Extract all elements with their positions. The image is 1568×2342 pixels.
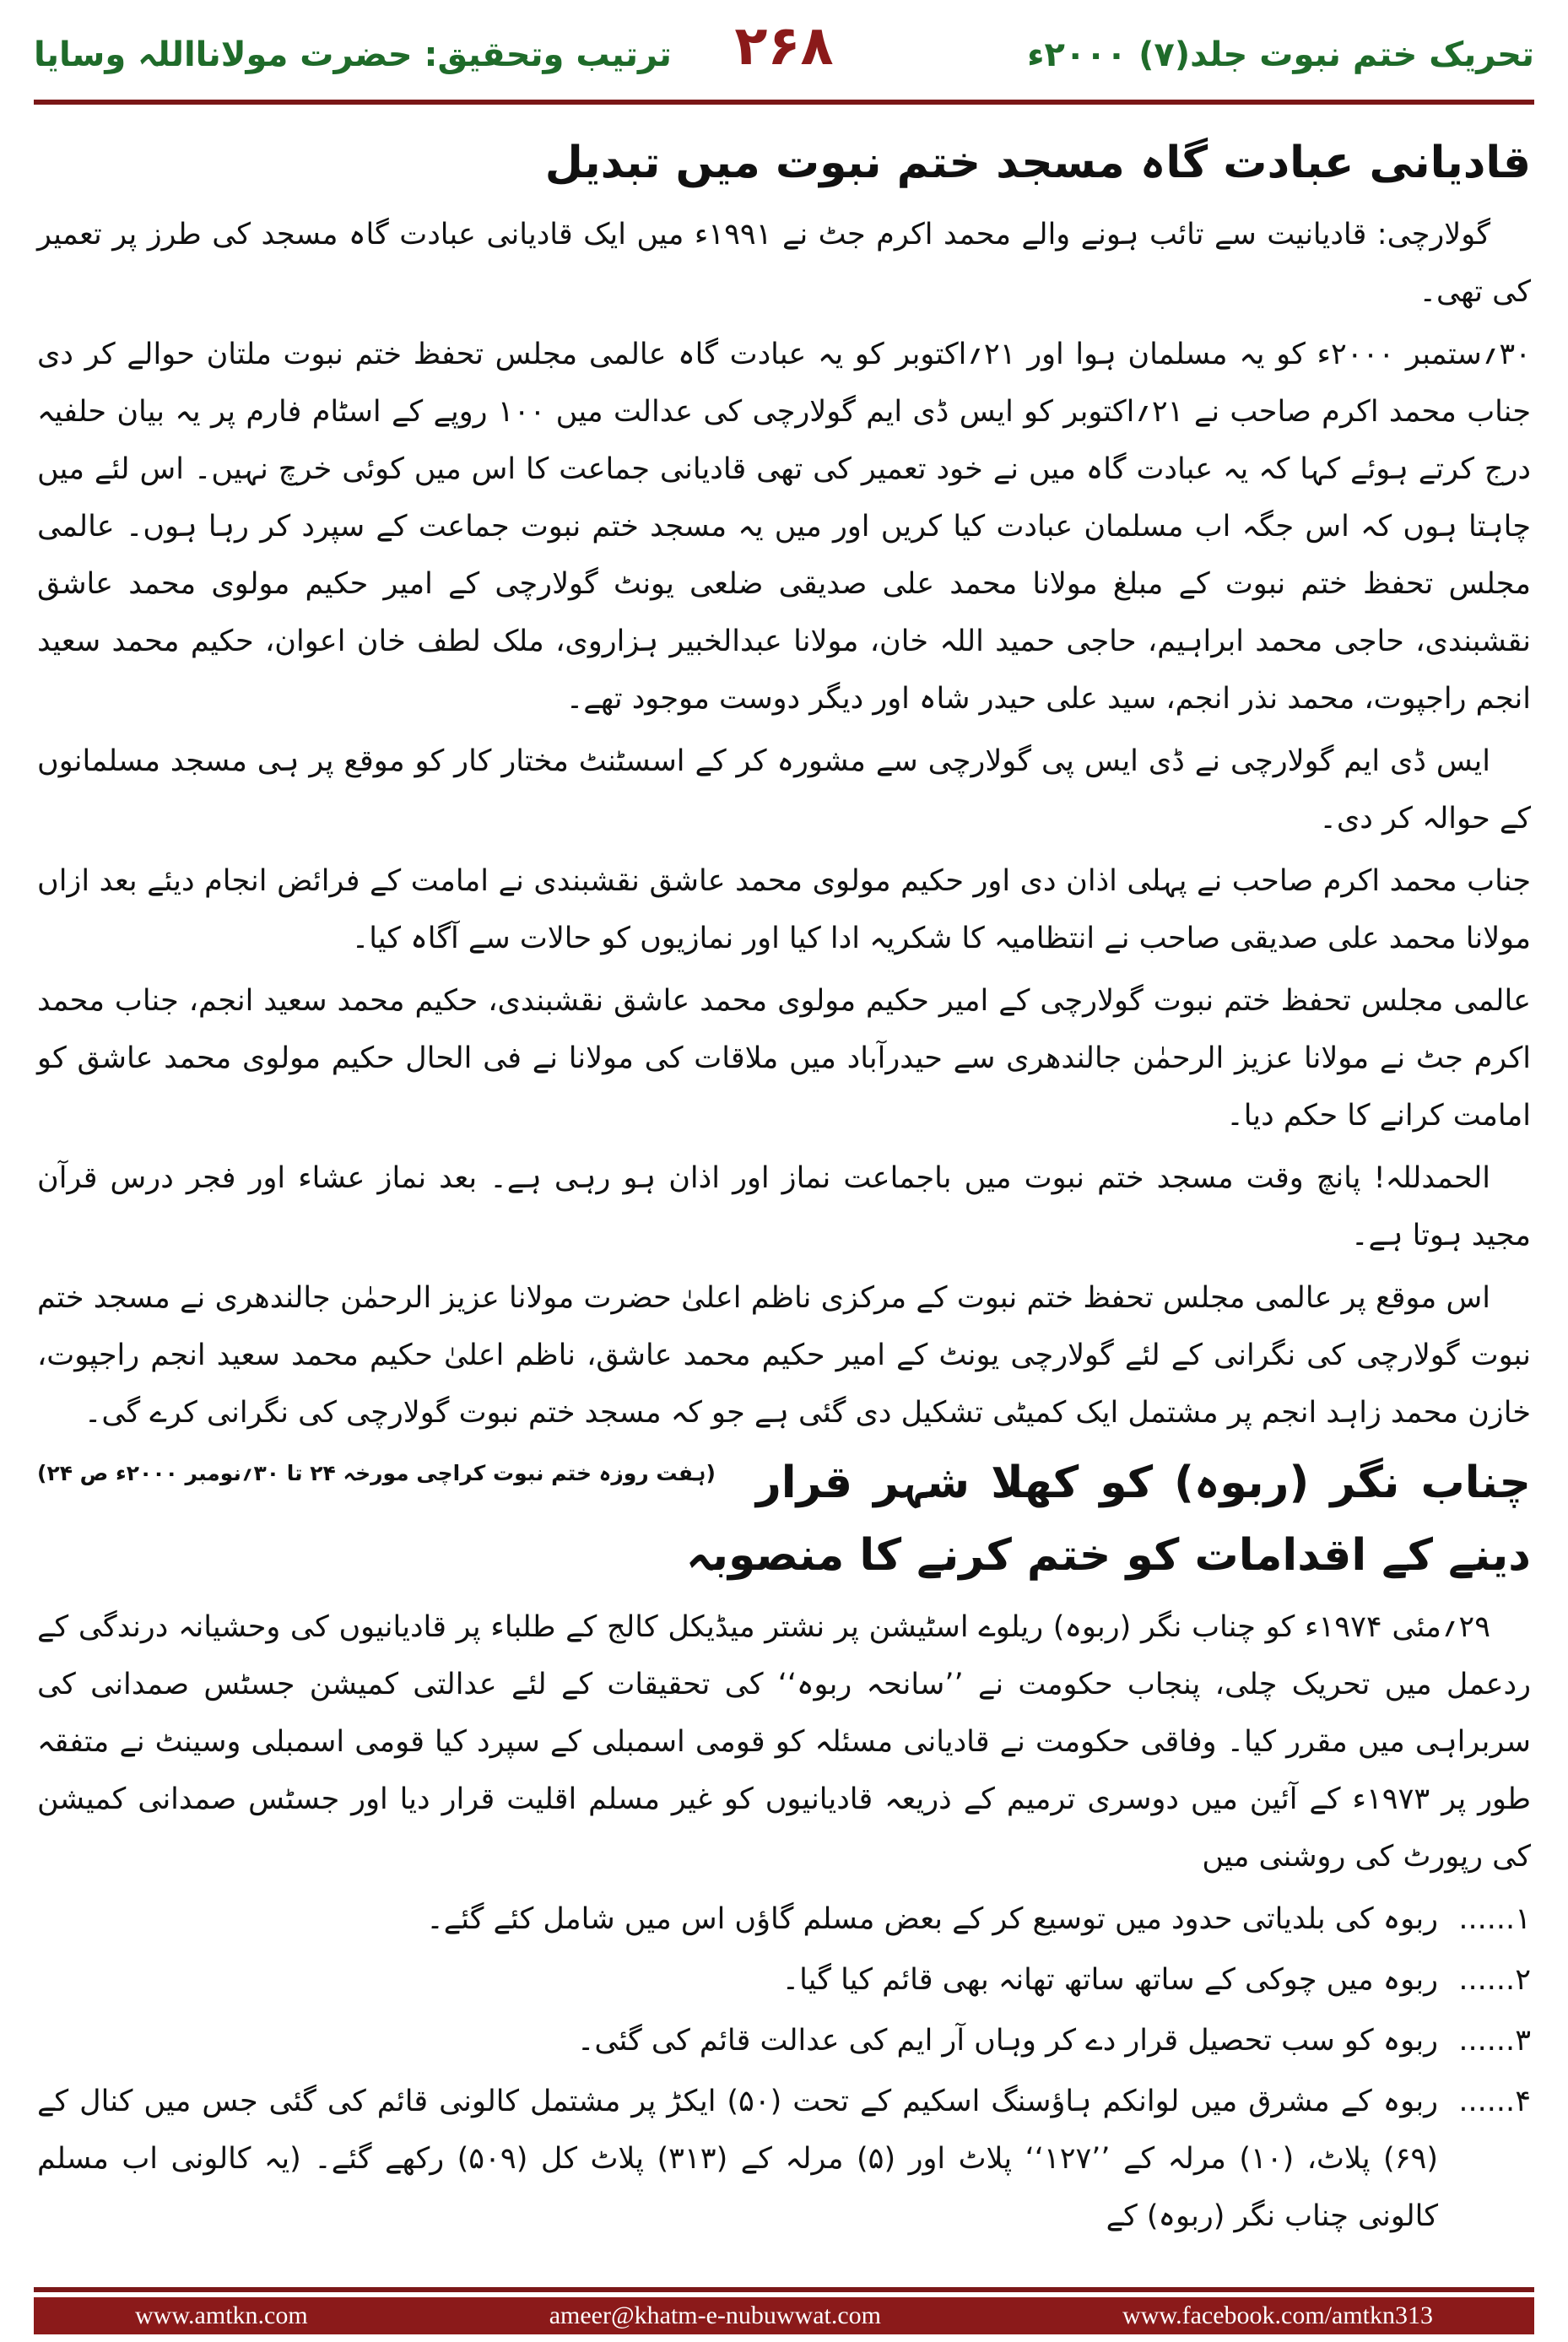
list-text: ربوہ میں چوکی کے ساتھ ساتھ تھانہ بھی قائم کیا گیا۔ xyxy=(781,1963,1438,1997)
list-text: ربوہ کو سب تحصیل قرار دے کر وہاں آر ایم کی عدالت قائم کی گئی۔ xyxy=(576,2024,1438,2058)
compiler-credit: ترتیب وتحقیق: حضرت مولانااللہ وسایا xyxy=(34,35,672,74)
paragraph: ۲۹؍مئی ۱۹۷۴ء کو چناب نگر (ربوہ) ریلوے اسٹیشن پر نشتر میڈیکل کالج کے طلباء پر قادیانیوں کی وحشیانہ درندگی کے ردعمل میں تحریک چلی، پنجاب حکومت نے ’’سانحہ ربوہ‘‘ کی تحقیقات کے لئے عدالتی کمیشن جسٹس صمدانی کی سربراہی میں مقرر کیا۔ وفاقی حکومت نے قادیانی مسئلہ کو قومی اسمبلی کے سپرد کیا قومی اسمبلی وسینٹ نے متفقہ طور پر ۱۹۷۳ء کے آئین میں دوسری ترمیم کے ذریعہ قادیانیوں کو غیر مسلم اقلیت قرار دیا اور جسٹس صمدانی کمیشن کی رپورٹ کی روشنی میں xyxy=(37,1610,1531,1874)
section-heading-2: چناب نگر (ربوہ) کو کھلا شہر قرار دینے کے اقدامات کو ختم کرنے کا منصوبہ xyxy=(686,1458,1531,1581)
header-divider xyxy=(34,100,1534,105)
page-footer xyxy=(0,2279,1568,2342)
citation: (ہفت روزہ ختم نبوت کراچی مورخہ ۲۴ تا ۳۰؍نومبر ۲۰۰۰ء ص ۲۴) xyxy=(37,1461,716,1485)
paragraph: ایس ڈی ایم گولارچی نے ڈی ایس پی گولارچی سے مشورہ کر کے اسسٹنٹ مختار کار کو موقع پر ہی مسجد مسلمانوں کے حوالہ کر دی۔ xyxy=(37,744,1531,836)
paragraph: گولارچی: قادیانیت سے تائب ہونے والے محمد اکرم جٹ نے ۱۹۹۱ء میں ایک قادیانی عبادت گاہ مسجد کی طرز پر تعمیر کی تھی۔ xyxy=(37,218,1531,309)
paragraph: جناب محمد اکرم صاحب نے پہلی اذان دی اور حکیم مولوی محمد عاشق نقشبندی نے امامت کے فرائض انجام دیئے بعد ازاں مولانا محمد علی صدیقی صاحب نے انتظامیہ کا شکریہ ادا کیا اور نمازیوں کو حالات سے آگاہ کیا۔ xyxy=(37,864,1531,955)
list-item xyxy=(37,1890,1531,1948)
page-header xyxy=(0,0,1568,108)
paragraph-text: اس موقع پر عالمی مجلس تحفظ ختم نبوت کے مرکزی ناظم اعلیٰ حضرت مولانا عزیز الرحمٰن جالندھری نے مسجد ختم نبوت گولارچی کی نگرانی کے لئے گولارچی یونٹ کے امیر حکیم محمد عاشق، ناظم اعلیٰ حکیم محمد سعید انجم راجپوت، خازن محمد زاہد انجم پر مشتمل ایک کمیٹی تشکیل دی گئی ہے جو کہ مسجد ختم نبوت گولارچی کی نگرانی کرے گی۔ xyxy=(37,1281,1531,1430)
paragraph: ۳۰؍ستمبر ۲۰۰۰ء کو یہ مسلمان ہوا اور ۲۱؍اکتوبر کو یہ عبادت گاہ عالمی مجلس تحفظ ختم نبوت ملتان حوالے کر دی جناب محمد اکرم صاحب نے ۲۱؍اکتوبر کو ایس ڈی ایم گولارچی کی عدالت میں ۱۰۰ روپے کے اسٹام فارم پر یہ بیان حلفیہ درج کرتے ہوئے کہا کہ یہ عبادت گاہ میں نے خود تعمیر کی تھی قادیانی جماعت کا اس میں کوئی خرچ نہیں۔ اس لئے میں چاہتا ہوں کہ اس جگہ اب مسلمان عبادت کیا کریں اور میں یہ مسجد ختم نبوت جماعت کے سپرد کر رہا ہوں۔ عالمی مجلس تحفظ ختم نبوت کے مبلغ مولانا محمد علی صدیقی ضلعی یونٹ گولارچی کے امیر حکیم مولوی محمد عاشق نقشبندی، حاجی محمد ابراہیم، حاجی حمید اللہ خان، مولانا عبدالخبیر ہزاروی، ملک لطف خان اعوان، حکیم محمد سعید انجم راجپوت، محمد نذر انجم، سید علی حیدر شاہ اور دیگر دوست موجود تھے۔ xyxy=(37,338,1532,716)
list-number: ۲...... xyxy=(1458,1963,1531,1997)
list-item xyxy=(37,1951,1531,2009)
book-title: تحریک ختم نبوت جلد(۷) ۲۰۰۰ء xyxy=(1027,35,1534,74)
facebook-link[interactable]: www.facebook.com/amtkn313 xyxy=(1122,2301,1433,2329)
list-number: ۴...... xyxy=(1458,2085,1531,2118)
page-body xyxy=(37,127,1531,2262)
paragraph: عالمی مجلس تحفظ ختم نبوت گولارچی کے امیر حکیم مولوی محمد عاشق نقشبندی، حکیم محمد سعید انجم، جناب محمد اکرم جٹ نے مولانا عزیز الرحمٰن جالندھری سے حیدرآباد میں ملاقات کی مولانا نے فی الحال حکیم مولوی محمد عاشق کو امامت کرانے کا حکم دیا۔ xyxy=(37,984,1531,1133)
list-item xyxy=(37,2012,1531,2069)
list-text: ربوہ کے مشرق میں لوانکم ہاؤسنگ اسکیم کے تحت (۵۰) ایکڑ پر مشتمل کالونی قائم کی گئی جس میں کنال کے (۶۹) پلاٹ، (۱۰) مرلہ کے ’’۱۲۷‘‘ پلاٹ اور (۵) مرلہ کے (۳۱۳) پلاٹ کل (۵۰۹) رکھے گئے۔ (یہ کالونی اب مسلم کالونی چناب نگر (ربوہ) کے xyxy=(37,2085,1439,2233)
email-link[interactable]: ameer@khatm-e-nubuwwat.com xyxy=(549,2301,882,2329)
website-link[interactable]: www.amtkn.com xyxy=(135,2301,308,2329)
section-heading-1: قادیانی عبادت گاہ مسجد ختم نبوت میں تبدیل xyxy=(544,138,1531,188)
footer-divider xyxy=(34,2287,1534,2292)
list-item xyxy=(37,2073,1531,2245)
paragraph: الحمدللہ! پانچ وقت مسجد ختم نبوت میں باجماعت نماز اور اذان ہو رہی ہے۔ بعد نماز عشاء اور فجر درس قرآن مجید ہوتا ہے۔ xyxy=(37,1161,1531,1252)
paragraph xyxy=(37,1269,1531,1485)
list-text: ربوہ کی بلدیاتی حدود میں توسیع کر کے بعض مسلم گاؤں اس میں شامل کئے گئے۔ xyxy=(426,1902,1438,1936)
footer-bar xyxy=(34,2297,1534,2334)
list-number: ۱...... xyxy=(1458,1902,1531,1936)
list-number: ۳...... xyxy=(1458,2024,1531,2058)
page-number: ۲۶۸ xyxy=(734,15,834,78)
